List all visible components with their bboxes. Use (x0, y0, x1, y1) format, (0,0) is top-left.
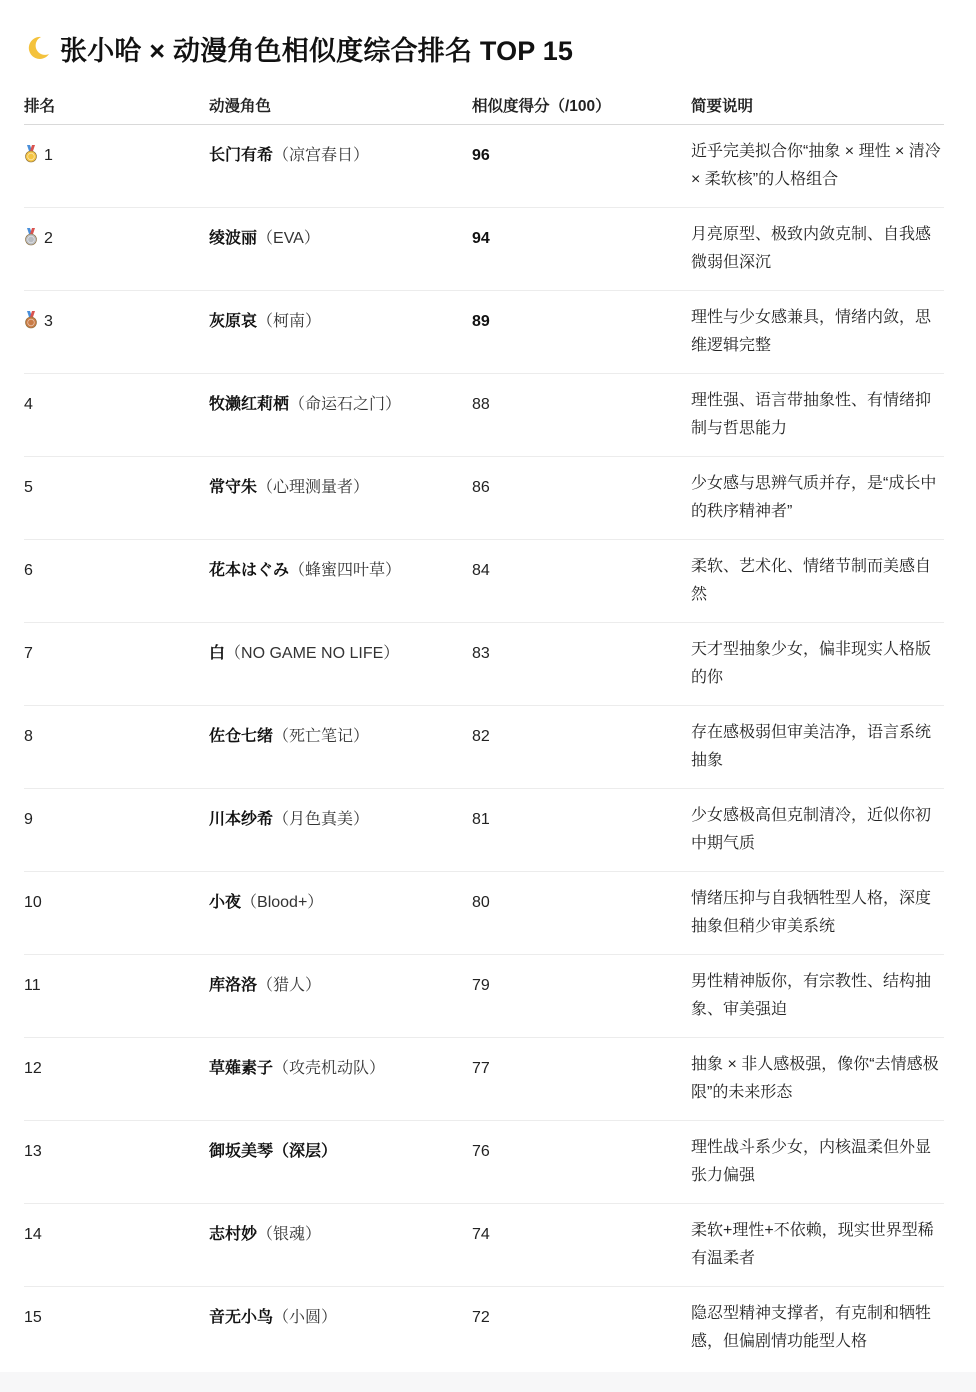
rank-cell (24, 1038, 209, 1121)
description-cell (691, 872, 944, 955)
character-work: （NO GAME NO LIFE） (225, 645, 400, 662)
page-title-text: 张小哈 × 动漫角色相似度综合排名 TOP 15 (60, 35, 574, 66)
character-cell (209, 374, 472, 457)
rank-number: 1 (44, 147, 53, 164)
rank-number: 11 (24, 977, 41, 994)
description-cell (691, 291, 944, 374)
character-cell (209, 1204, 472, 1287)
rank-number: 7 (24, 645, 33, 662)
character-cell (209, 1121, 472, 1204)
description-cell (691, 1121, 944, 1204)
character-cell (209, 872, 472, 955)
character-name: 长门有希 (209, 147, 274, 164)
page (24, 0, 944, 1372)
score-cell (472, 1204, 691, 1287)
character-cell (209, 623, 472, 706)
ranking-table (24, 86, 944, 1369)
score-cell (472, 872, 691, 955)
description-cell (691, 540, 944, 623)
character-name: 小夜 (209, 894, 242, 911)
description-cell (691, 374, 944, 457)
table-row (24, 955, 944, 1038)
rank-number: 4 (24, 396, 33, 413)
description-text: 理性与少女感兼具，情绪内敛，思维逻辑完整 (691, 309, 932, 354)
description-text: 少女感极高但克制清冷，近似你初中期气质 (691, 807, 932, 852)
header-rank: 排名 (24, 86, 209, 125)
similarity-score: 81 (472, 811, 490, 828)
description-text: 近乎完美拟合你“抽象 × 理性 × 清冷 × 柔软核”的人格组合 (691, 143, 941, 188)
description-cell (691, 1038, 944, 1121)
similarity-score: 82 (472, 728, 490, 745)
character-name: 志村妙 (209, 1226, 258, 1243)
character-work: （凉宫春日） (273, 147, 370, 164)
score-cell (472, 374, 691, 457)
description-cell (691, 706, 944, 789)
score-cell (472, 955, 691, 1038)
score-cell (472, 208, 691, 291)
description-text: 情绪压抑与自我牺牲型人格，深度抽象但稍少审美系统 (691, 890, 932, 935)
description-text: 理性战斗系少女，内核温柔但外显张力偏强 (691, 1139, 932, 1184)
description-cell (691, 457, 944, 540)
rank-cell (24, 208, 209, 291)
similarity-score: 89 (472, 313, 490, 330)
table-row (24, 1287, 944, 1370)
description-text: 男性精神版你，有宗教性、结构抽象、审美强迫 (691, 973, 932, 1018)
description-text: 柔软、艺术化、情绪节制而美感自然 (691, 558, 932, 603)
character-work: （银魂） (257, 1226, 322, 1243)
character-cell (209, 208, 472, 291)
rank-cell (24, 125, 209, 208)
similarity-score: 72 (472, 1309, 490, 1326)
character-cell (209, 291, 472, 374)
table-row (24, 1204, 944, 1287)
character-work: （蜂蜜四叶草） (289, 562, 402, 579)
character-work: （死亡笔记） (273, 728, 370, 745)
description-cell (691, 623, 944, 706)
similarity-score: 80 (472, 894, 490, 911)
page-title (24, 28, 573, 68)
description-text: 隐忍型精神支撑者，有克制和牺牲感，但偏剧情功能型人格 (691, 1305, 932, 1350)
character-name: 常守朱 (209, 479, 258, 496)
score-cell (472, 125, 691, 208)
similarity-score: 77 (472, 1060, 490, 1077)
score-cell (472, 1038, 691, 1121)
similarity-score: 83 (472, 645, 490, 662)
description-cell (691, 208, 944, 291)
character-work: （攻壳机动队） (273, 1060, 386, 1077)
character-work: （猎人） (257, 977, 322, 994)
score-cell (472, 623, 691, 706)
character-work: （命运石之门） (289, 396, 402, 413)
rank-number: 13 (24, 1143, 42, 1160)
rank-number: 6 (24, 562, 33, 579)
table-row (24, 706, 944, 789)
table-row (24, 623, 944, 706)
rank-cell (24, 1121, 209, 1204)
character-cell (209, 540, 472, 623)
character-cell (209, 1038, 472, 1121)
table-row (24, 540, 944, 623)
rank-cell (24, 706, 209, 789)
table-row (24, 1038, 944, 1121)
character-cell (209, 706, 472, 789)
similarity-score: 86 (472, 479, 490, 496)
character-work: （小圆） (273, 1309, 338, 1326)
rank-cell (24, 1204, 209, 1287)
similarity-score: 74 (472, 1226, 490, 1243)
character-name: 牧濑红莉栖 (209, 396, 290, 413)
character-work: （月色真美） (273, 811, 370, 828)
rank-cell (24, 789, 209, 872)
silver-medal-icon (24, 228, 38, 246)
character-work: （深层） (273, 1143, 338, 1160)
rank-number: 2 (44, 230, 53, 247)
rank-cell (24, 457, 209, 540)
character-name: 佐仓七绪 (209, 728, 274, 745)
rank-number: 10 (24, 894, 42, 911)
description-cell (691, 1204, 944, 1287)
character-name: 库洛洛 (209, 977, 258, 994)
rank-cell (24, 540, 209, 623)
description-text: 天才型抽象少女，偏非现实人格版的你 (691, 641, 932, 686)
score-cell (472, 457, 691, 540)
rank-cell (24, 623, 209, 706)
character-cell (209, 789, 472, 872)
character-work: （Blood+） (241, 894, 324, 911)
bottom-bar (0, 1372, 976, 1392)
description-text: 少女感与思辨气质并存，是“成长中的秩序精神者” (691, 475, 937, 520)
table-body (24, 125, 944, 1370)
score-cell (472, 789, 691, 872)
description-text: 柔软+理性+不依赖，现实世界型稀有温柔者 (691, 1222, 934, 1267)
character-name: 白 (209, 645, 226, 662)
description-text: 抽象 × 非人感极强，像你“去情感极限”的未来形态 (691, 1056, 939, 1101)
character-name: 御坂美琴 (209, 1143, 274, 1160)
score-cell (472, 706, 691, 789)
similarity-score: 76 (472, 1143, 490, 1160)
description-text: 理性强、语言带抽象性、有情绪抑制与哲思能力 (691, 392, 932, 437)
character-cell (209, 457, 472, 540)
header-description: 简要说明 (691, 86, 944, 125)
character-name: 音无小鸟 (209, 1309, 274, 1326)
description-cell (691, 1287, 944, 1370)
rank-cell (24, 955, 209, 1038)
rank-number: 14 (24, 1226, 42, 1243)
character-name: 花本はぐみ (209, 562, 290, 579)
character-work: （柯南） (257, 313, 322, 330)
similarity-score: 88 (472, 396, 490, 413)
character-work: （EVA） (257, 230, 320, 247)
character-cell (209, 955, 472, 1038)
table-row (24, 125, 944, 208)
score-cell (472, 291, 691, 374)
bronze-medal-icon (24, 311, 38, 329)
table-row (24, 208, 944, 291)
score-cell (472, 1287, 691, 1370)
rank-number: 5 (24, 479, 33, 496)
character-cell (209, 1287, 472, 1370)
header-score: 相似度得分（/100） (472, 86, 691, 125)
rank-cell (24, 872, 209, 955)
character-work: （心理测量者） (257, 479, 370, 496)
score-cell (472, 1121, 691, 1204)
table-header-row (24, 86, 944, 125)
similarity-score: 96 (472, 147, 490, 164)
gold-medal-icon (24, 145, 38, 163)
header-character: 动漫角色 (209, 86, 472, 125)
crescent-moon-icon (24, 34, 52, 62)
similarity-score: 84 (472, 562, 490, 579)
character-name: 草薙素子 (209, 1060, 274, 1077)
table-row (24, 374, 944, 457)
table-row (24, 291, 944, 374)
character-name: 川本纱希 (209, 811, 274, 828)
description-text: 月亮原型、极致内敛克制、自我感微弱但深沉 (691, 226, 932, 271)
rank-cell (24, 1287, 209, 1370)
character-name: 灰原哀 (209, 313, 258, 330)
description-text: 存在感极弱但审美洁净，语言系统抽象 (691, 724, 932, 769)
rank-cell (24, 374, 209, 457)
rank-cell (24, 291, 209, 374)
table-row (24, 457, 944, 540)
description-cell (691, 789, 944, 872)
similarity-score: 79 (472, 977, 490, 994)
similarity-score: 94 (472, 230, 490, 247)
rank-number: 15 (24, 1309, 42, 1326)
rank-number: 9 (24, 811, 33, 828)
score-cell (472, 540, 691, 623)
rank-number: 3 (44, 313, 53, 330)
description-cell (691, 955, 944, 1038)
table-row (24, 872, 944, 955)
table-row (24, 789, 944, 872)
character-cell (209, 125, 472, 208)
description-cell (691, 125, 944, 208)
table-row (24, 1121, 944, 1204)
rank-number: 8 (24, 728, 33, 745)
rank-number: 12 (24, 1060, 42, 1077)
character-name: 绫波丽 (209, 230, 258, 247)
